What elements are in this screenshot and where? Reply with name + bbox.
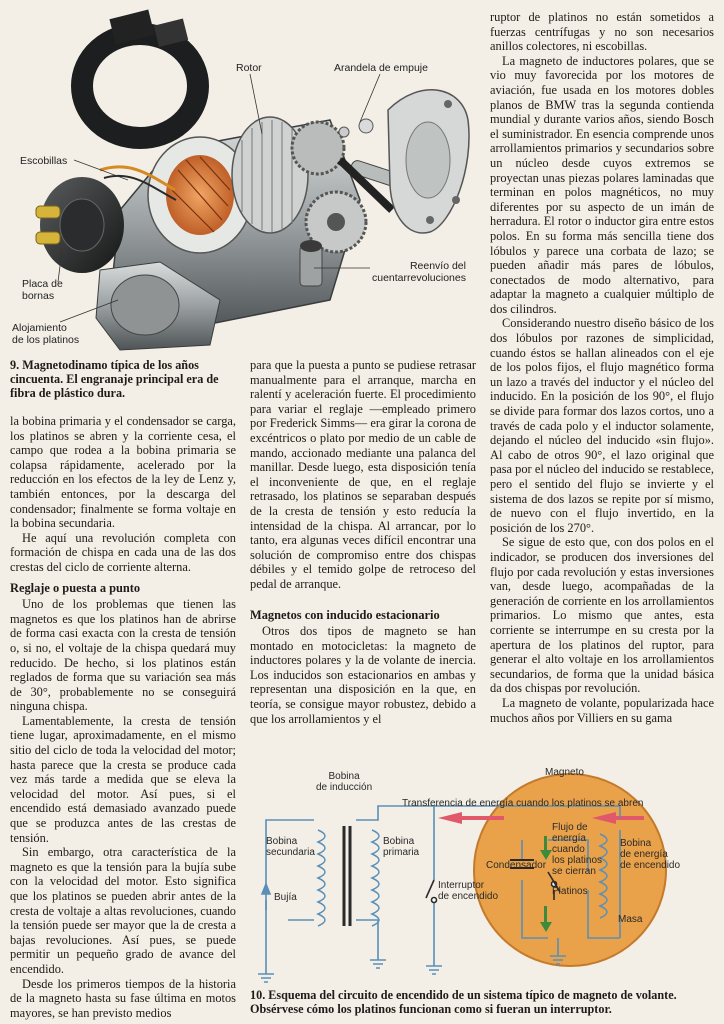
induction-coil-secondary [318, 830, 325, 926]
col1-paragraph-5: Sin embargo, otra característica de la magneto es que la tensión para la bujía sube con la velocidad del motor. Esto significa que los platinos se pueden abrir antes de la cresta de voltaje a altas revoluciones, cuando la tensión puede ser mayor que la de cresta a bajas revoluciones. Así pues, se puede permitir un pequeño grado de avance del encendido. [10, 845, 236, 976]
col3-paragraph-4: Se sigue de esto que, con dos polos en el indicador, se producen dos inversiones del flujo por cada revolución y estas inversiones van, desde luego, acompañadas de la generación de corriente en los arrollamientos primarios. Lo mismo que antes, esta corriente se interrumpe en su cresta por la apertura de los platinos del ruptor, para generar el alto voltaje en los arrollamientos secundarios, de forma que la unidad básica da dos chispas por revolución. [490, 535, 714, 696]
label-magneto: Magneto [545, 767, 584, 778]
col1-paragraph-1: la bobina primaria y el condensador se carga, los platinos se abren y la corriente cesa, el campo que rodea a la bobina primaria se colapsa rápidamente, acelerado por la reducción en los efectos de la ley de Lenz y, también entonces, por la descarga del condensador; finalmente se forma voltaje en la bobina secundaria. [10, 414, 236, 531]
col3-paragraph-2: La magneto de inductores polares, que se vio muy favorecida por los motores de aviación, fue usada en los motores dobles planos de BMW tras la segunda contienda mundial y durante varios años, siendo Bosch el suministrador. En esencia comprende unos arrollamientos primarios y secundarios sobre un núcleo desde cuyos extremos se proyectan unas piezas polares laminadas que terminan en polos magnéticos, no muy diferentes por su aspecto de un imán de herradura. El rotor o inductor gira entre estos polos. En su forma más sencilla tiene dos lóbulos y parece una corbata de lazo; se pueden añadir más pares de lóbulos, conectados de modo alternativo, para adaptar la magneto a cualquier múltiplo de dos cilindros. [490, 53, 714, 316]
label-bobina-primaria: Bobina primaria [383, 836, 420, 858]
col3-paragraph-5: La magneto de volante, popularizada hace muchos años por Villiers en su gama [490, 695, 714, 725]
label-placa: Placa de bornas [22, 278, 63, 302]
col1-paragraph-3: Uno de los problemas que tienen las magnetos es que los platinos han de abrirse de forma casi exacta con la cresta de tensión o, si no, el voltaje de la chispa quedará muy reducido. De hecho, si los platinos están reglados de forma que su variación sea más de 30°, probablemente no se conseguirá ninguna chispa. [10, 597, 236, 714]
terminal-plate [36, 177, 124, 273]
column-2 [250, 358, 476, 726]
col3-paragraph-1: ruptor de platinos no están sometidos a fuerzas centrífugas y no son necesarios anillos colectores, ni escobillas. [490, 10, 714, 54]
thrust-washer-plate [388, 90, 469, 233]
ignition-switch-symbol [426, 880, 437, 903]
label-masa: Masa [618, 914, 643, 925]
label-interruptor: Interruptor de encendido [438, 880, 499, 902]
col1-heading-reglaje: Reglaje o puesta a punto [10, 580, 141, 595]
label-bobina-secundaria: Bobina secundaria [266, 836, 315, 858]
figure-10-caption: 10. Esquema del circuito de encendido de un sistema típico de magneto de volante. Obsérvese cómo los platinos funcionan como si fueran un interruptor. [250, 988, 677, 1016]
label-alojamiento: Alojamiento de los platinos [12, 322, 80, 346]
label-escobillas: Escobillas [20, 155, 68, 167]
induction-coil-primary [372, 830, 379, 926]
label-flujo: Flujo de energía cuando los platinos se cierran [552, 822, 603, 877]
figure-10-diagram [248, 760, 718, 986]
col1-paragraph-2: He aquí una revolución completa con formación de chispa en cada una de las dos crestas del ciclo de corriente alterna. [10, 530, 236, 574]
label-reenvio: Reenvío del cuentarrevoluciones [372, 260, 466, 284]
column-1 [10, 414, 236, 1020]
label-transferencia: Transferencia de energía cuando los platinos se abren [402, 798, 644, 809]
label-platinos: Platinos [552, 886, 588, 897]
col2-heading-inducido: Magnetos con inducido estacionario [250, 607, 440, 622]
col3-paragraph-3: Considerando nuestro diseño básico de los dos lóbulos por razones de simplicidad, cuando éstos se hallan alineados con el eje de los polos fijos, el flujo magnético forma un lazo a través del inductor y el núcleo del inducido. En la posición de los 90°, el flujo se divide para formar dos lazos cortos, uno a través de cada polo y el inductor solamente, dejando el núcleo del inducido «sin flujo». Al cabo de otros 90°, el lazo original que pasa por el núcleo del inducido se restablece, pero el sentido del flujo se invierte y el sistema de dos lazos se repite por sí mismo, de nuevo con el flujo invertido, en la posición de los 270°. [490, 316, 714, 535]
label-bobina-energia: Bobina de energía de encendido [620, 838, 681, 871]
figure-9-illustration [0, 0, 490, 360]
label-rotor: Rotor [236, 62, 262, 74]
label-bujia: Bujía [274, 892, 297, 903]
figure-9-caption: 9. Magnetodinamo típica de los años cincuenta. El engranaje principal era de fibra de plástico dura. [10, 358, 219, 400]
label-bobina-induccion: Bobina de inducción [316, 771, 373, 793]
col1-paragraph-4: Lamentablemente, la cresta de tensión tiene lugar, aproximadamente, en el mismo sitio del ciclo de toda la velocidad del motor; hasta parece que la cresta se produce cada vez más tarde a medida que se eleva la velocidad del motor. Así pues, si el encendido está demasiado avanzado puede que se produzca antes de las crestas de tensión. [10, 713, 236, 845]
clamp-band [82, 10, 198, 138]
col2-paragraph-1: para que la puesta a punto se pudiese retrasar manualmente para el arranque, marcha en ralentí y aceleración fuerte. El procedimiento para variar el reglaje —empleado primero por Frederick Simms— era girar la corona de excéntricos o plato por medio de un cable de mando, accionado mediante una palanca del manillar. Desde luego, esta disposición tenía el inconveniente de que, en el reglaje retrasado, los platinos se separaban después de la cresta de tensión y esto reducía la intensidad de la chispa. Al arrancar, por lo tanto, era algunas veces difícil encontrar una solución de compromiso entre dos chispas débiles y el temido golpe de retroceso del pedal de arranque. [250, 358, 476, 591]
label-condensador: Condensador [486, 860, 547, 871]
column-3 [490, 10, 714, 725]
ground-symbols [258, 956, 566, 982]
col2-paragraph-2: Otros dos tipos de magneto se han montado en motocicletas: la magneto de inductores polares y la de volante de inercia. Los inducidos son estacionarios en ambas y representan una disposición en la que, en teoría, se consigue mayor robustez, debido a que los arrollamientos y el [250, 624, 476, 726]
label-arandela: Arandela de empuje [334, 62, 428, 74]
col1-paragraph-6: Desde los primeros tiempos de la historia de la magneto hasta su fase última en motos mayores, se han previsto medios [10, 976, 236, 1020]
